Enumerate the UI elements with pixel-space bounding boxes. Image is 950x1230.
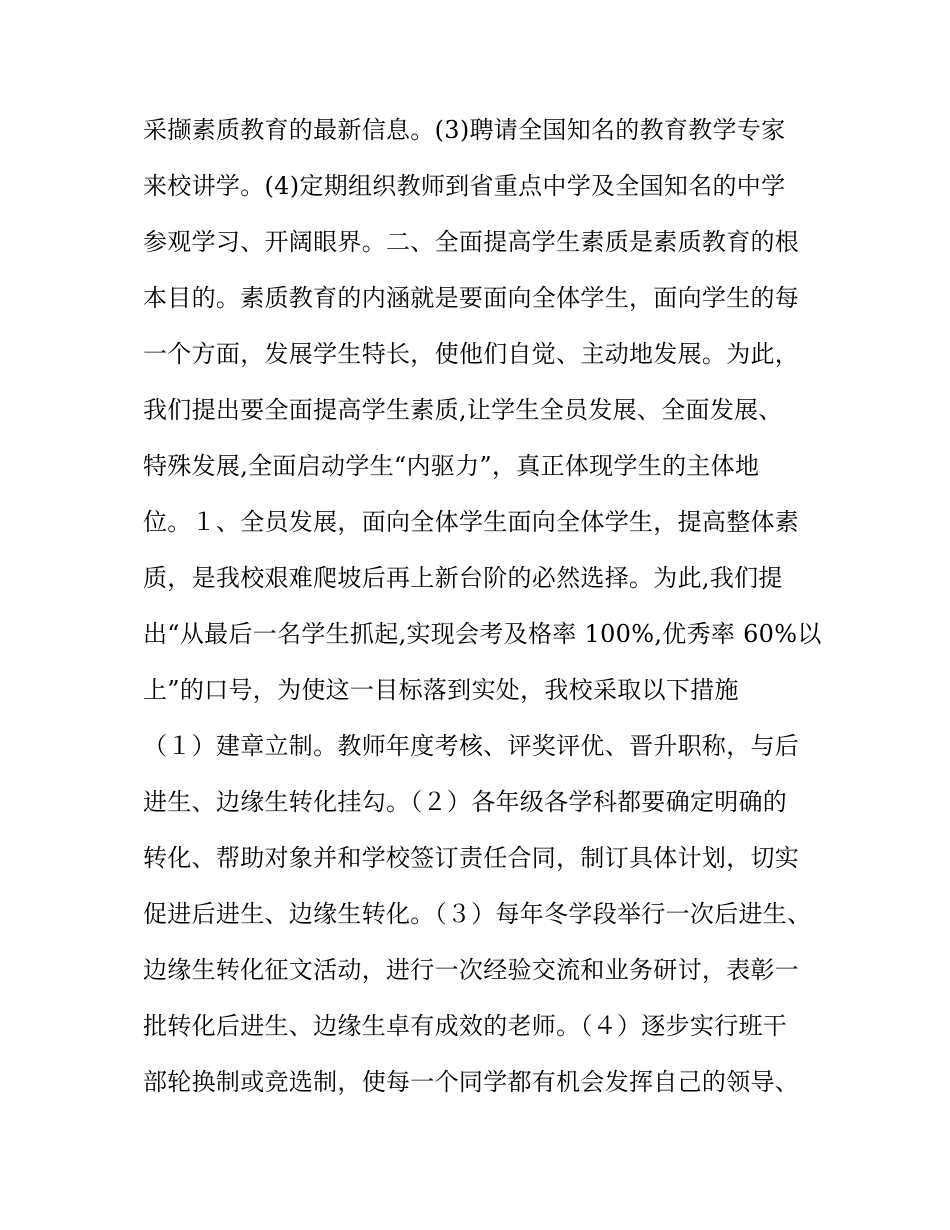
body-text bbox=[143, 108, 843, 1116]
text-line: 特殊发展,全面启动学生“内驱力”，真正体现学生的主体地 bbox=[143, 452, 760, 480]
text-line: 促进后进生、边缘生转化。（３）每年冬学段举行一次后进生、 bbox=[143, 900, 812, 928]
text-line: 位。１、全员发展，面向全体学生面向全体学生，提高整体素 bbox=[143, 508, 800, 536]
text-line: 部轮换制或竞选制，使每一个同学都有机会发挥自己的领导、 bbox=[143, 1068, 800, 1096]
text-line: 转化、帮助对象并和学校签订责任合同，制订具体计划，切实 bbox=[143, 844, 800, 872]
text-line: 一个方面，发展学生特长，使他们自觉、主动地发展。为此， bbox=[143, 340, 800, 368]
text-line: 我们提出要全面提高学生素质,让学生全员发展、全面发展、 bbox=[143, 396, 783, 424]
text-line: （１）建章立制。教师年度考核、评奖评优、晋升职称，与后 bbox=[143, 732, 800, 760]
text-line: 上”的口号，为使这一目标落到实处，我校采取以下措施 bbox=[143, 676, 739, 704]
text-line: 来校讲学。(4)定期组织教师到省重点中学及全国知名的中学 bbox=[143, 172, 786, 200]
text-line: 边缘生转化征文活动，进行一次经验交流和业务研讨，表彰一 bbox=[143, 956, 800, 984]
text-line: 进生、边缘生转化挂勾。（２）各年级各学科都要确定明确的 bbox=[143, 788, 788, 816]
text-line: 出“从最后一名学生抓起,实现会考及格率 100%,优秀率 60%以 bbox=[143, 620, 822, 648]
text-line: 批转化后进生、边缘生卓有成效的老师。（４）逐步实行班干 bbox=[143, 1012, 788, 1040]
text-line: 参观学习、开阔眼界。二、全面提高学生素质是素质教育的根 bbox=[143, 228, 800, 256]
text-line: 采撷素质教育的最新信息。(3)聘请全国知名的教育教学专家 bbox=[143, 116, 786, 144]
text-line: 本目的。素质教育的内涵就是要面向全体学生，面向学生的每 bbox=[143, 284, 800, 312]
text-line: 质，是我校艰难爬坡后再上新台阶的必然选择。为此,我们提 bbox=[143, 564, 783, 592]
